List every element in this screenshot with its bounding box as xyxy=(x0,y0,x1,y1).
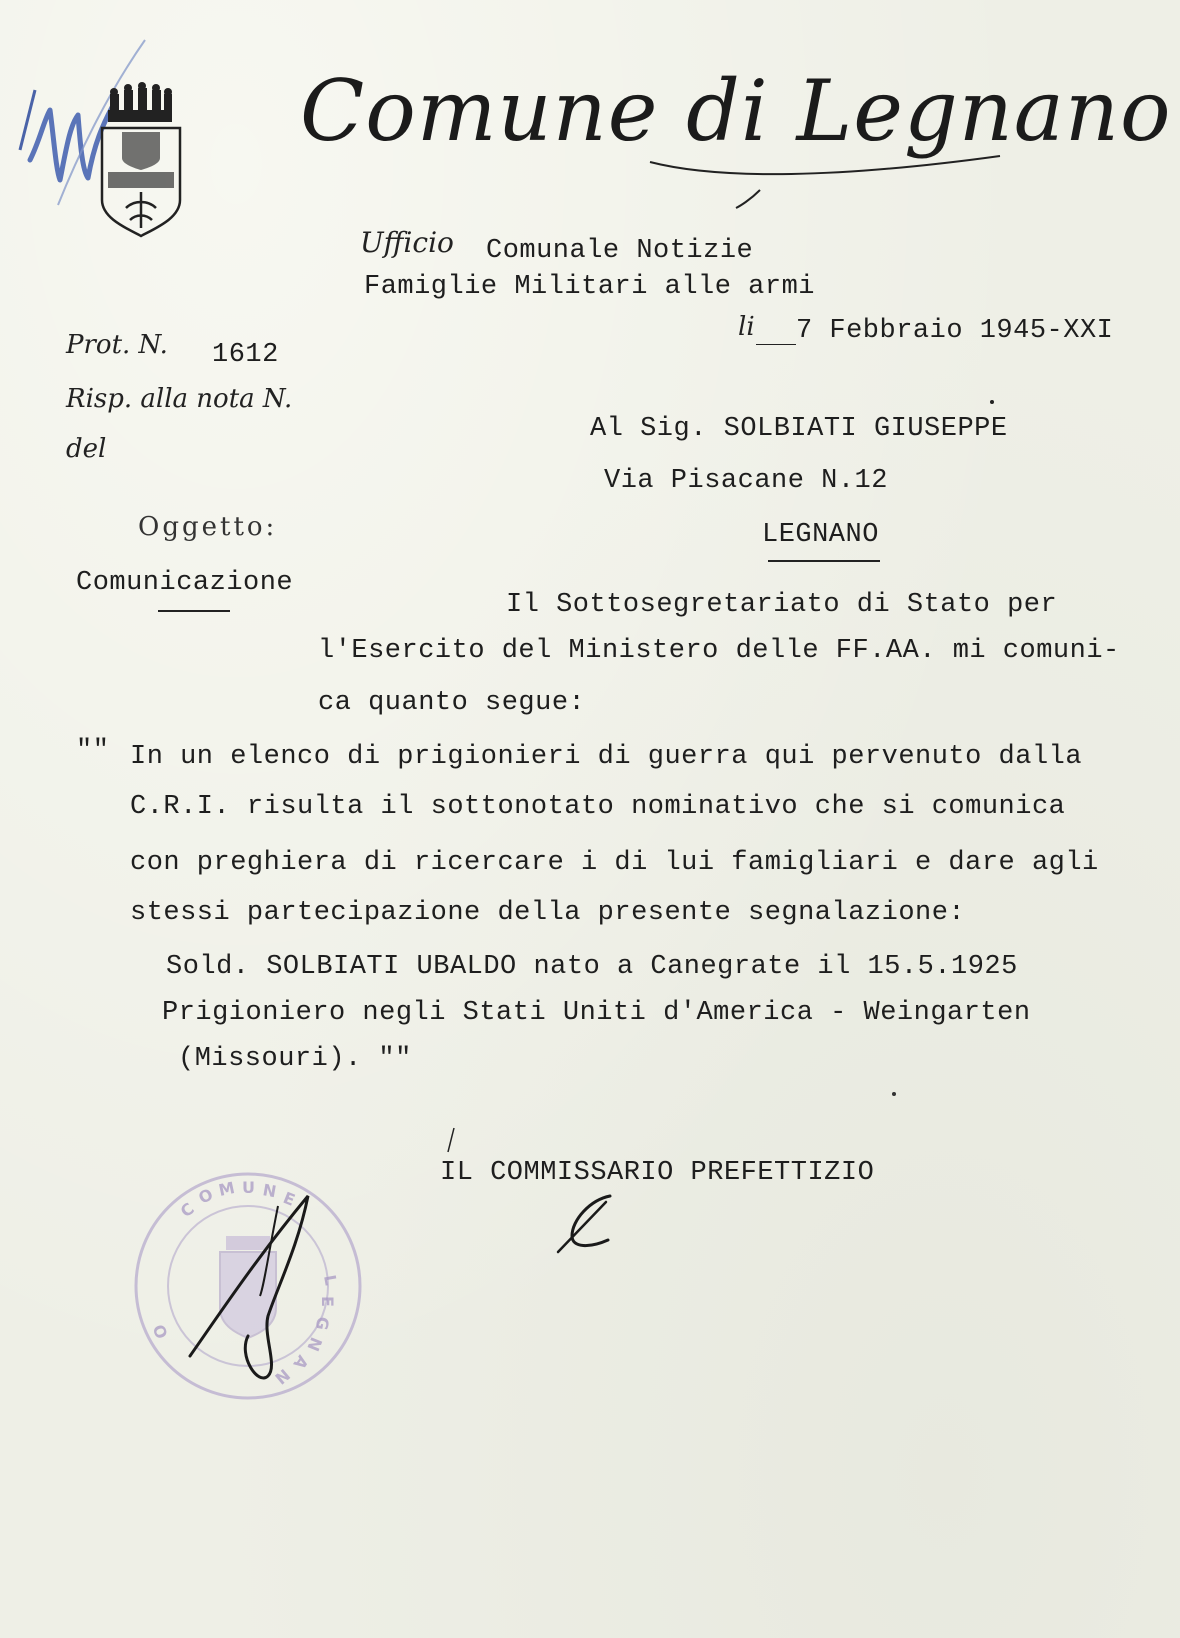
subject-underline xyxy=(158,610,230,612)
stray-dot xyxy=(892,1092,896,1096)
svg-text:C: C xyxy=(176,1198,198,1222)
letterhead-title: Comune di Legnano xyxy=(300,62,1172,160)
reply-note-label: Risp. alla nota N. xyxy=(66,384,293,414)
handwritten-initial xyxy=(550,1190,640,1260)
svg-text:A: A xyxy=(289,1351,313,1373)
stray-dot xyxy=(990,400,994,404)
protocol-label: Prot. N. xyxy=(66,330,168,360)
office-line-2: Famiglie Militari alle armi xyxy=(364,272,815,302)
svg-text:L: L xyxy=(320,1273,341,1287)
body-intro-line-3: ca quanto segue: xyxy=(318,688,586,718)
recipient-name: Al Sig. SOLBIATI GIUSEPPE xyxy=(590,414,1008,444)
signature-title: IL COMMISSARIO PREFETTIZIO xyxy=(440,1158,875,1188)
svg-text:N: N xyxy=(261,1180,278,1202)
svg-text:O: O xyxy=(195,1184,216,1208)
soldier-line-3: (Missouri). "" xyxy=(178,1044,412,1074)
soldier-line-2: Prigioniero negli Stati Uniti d'America - Weingarten xyxy=(162,998,1031,1028)
pen-tick-mark xyxy=(440,1126,460,1156)
body-intro-line-1: Il Sottosegretariato di Stato per xyxy=(506,590,1058,620)
svg-text:M: M xyxy=(216,1178,237,1200)
svg-text:E: E xyxy=(280,1188,298,1210)
letter-date: 7 Febbraio 1945-XXI xyxy=(796,316,1114,346)
quote-line-1: In un elenco di prigionieri di guerra qui pervenuto dalla xyxy=(130,742,1083,772)
svg-text:N: N xyxy=(271,1364,294,1389)
svg-text:E: E xyxy=(318,1296,337,1307)
recipient-city-underline xyxy=(768,560,880,562)
date-prefix-line xyxy=(756,344,796,345)
soldier-line-1: Sold. SOLBIATI UBALDO nato a Canegrate il 15.5.1925 xyxy=(166,952,1018,982)
recipient-address: Via Pisacane N.12 xyxy=(604,466,888,496)
subject-value: Comunicazione xyxy=(76,568,294,598)
date-prefix: li xyxy=(738,312,755,342)
title-flourish xyxy=(640,150,1020,210)
quote-line-2: C.R.I. risulta il sottonotato nominativo che si comunica xyxy=(130,792,1066,822)
subject-label: Oggetto: xyxy=(138,512,278,542)
svg-text:N: N xyxy=(303,1334,326,1355)
office-label: Ufficio xyxy=(360,226,454,259)
svg-text:O: O xyxy=(149,1321,172,1342)
quote-open-mark: "" xyxy=(76,736,110,766)
protocol-number: 1612 xyxy=(212,340,279,370)
quote-line-4: stessi partecipazione della presente segnalazione: xyxy=(130,898,966,928)
reply-date-label: del xyxy=(66,434,107,464)
svg-text:U: U xyxy=(242,1178,255,1197)
official-stamp xyxy=(128,1166,368,1406)
coat-of-arms-emblem xyxy=(96,80,186,240)
body-intro-line-2: l'Esercito del Ministero delle FF.AA. mi comuni- xyxy=(318,636,1120,666)
recipient-city: LEGNANO xyxy=(762,520,879,550)
quote-line-3: con preghiera di ricercare i di lui famigliari e dare agli xyxy=(130,848,1099,878)
svg-text:G: G xyxy=(311,1315,333,1332)
office-line-1: Comunale Notizie xyxy=(486,236,754,266)
